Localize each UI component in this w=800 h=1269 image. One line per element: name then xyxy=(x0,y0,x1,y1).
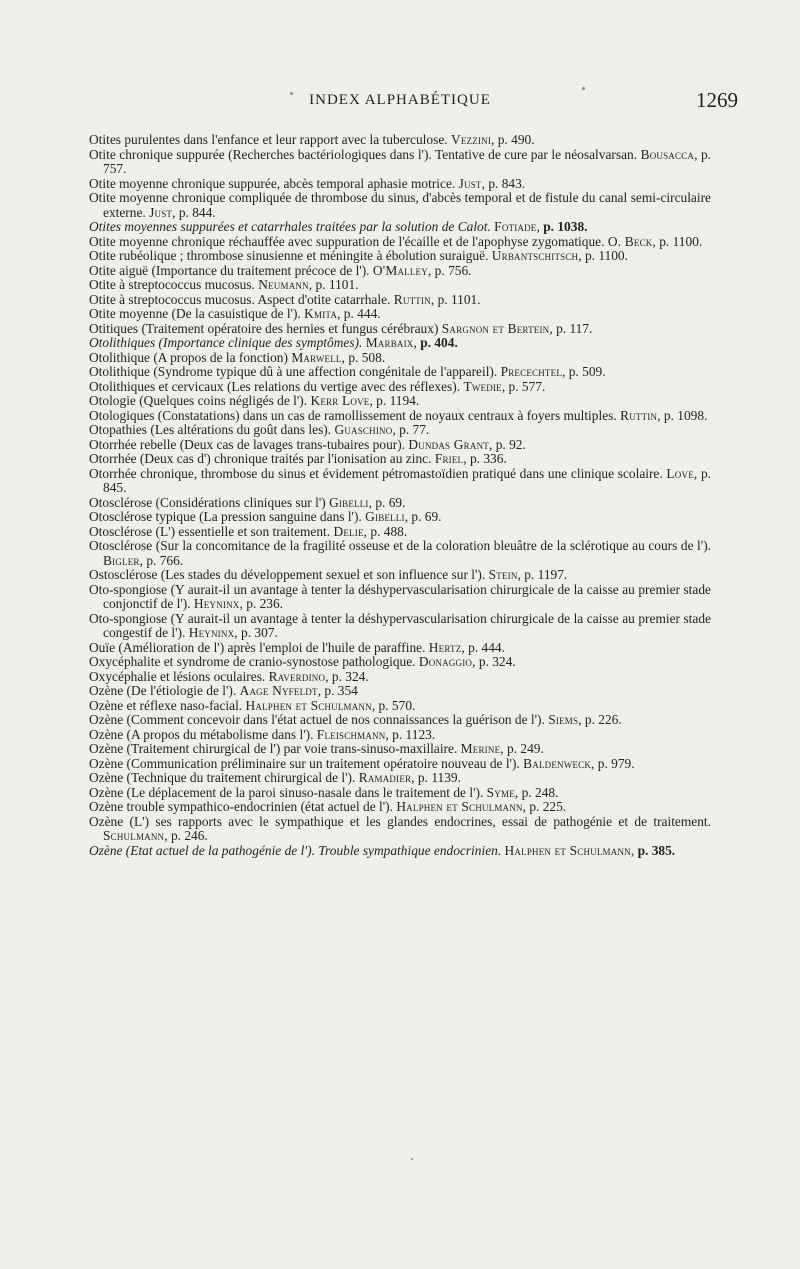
entry-subject: Ouïe (Amélioration de l') après l'emploi de l'huile de paraffine. xyxy=(89,639,426,655)
entry-author: O'Malley xyxy=(372,262,428,278)
entry-author: Neumann xyxy=(258,277,309,292)
entry-subject: Otite moyenne chronique compliquée de thrombose du sinus, d'abcès temporal et de fistule du canal semi-circulaire externe. xyxy=(89,190,711,220)
entry-page-ref: p. 1100. xyxy=(584,248,628,263)
entry-subject: Otologiques (Constatations) dans un cas de ramollissement de noyaux centraux à foyers multiples. xyxy=(89,407,617,423)
entry-author: Ruttin xyxy=(620,407,658,423)
index-entry: Otite rubéolique ; thrombose sinusienne et méningite à ébolution suraiguë. Urbantschitsch, p. 1100. xyxy=(89,248,628,263)
entry-author: Gibelli xyxy=(365,509,405,524)
entry-subject: Otolithique (A propos de la fonction) xyxy=(89,349,288,365)
index-entry: Otosclérose (Considérations cliniques sur l') Gibelli, p. 69. xyxy=(89,494,406,510)
index-entry: Oto-spongiose (Y aurait-il un avantage à tenter la déshypervascularisation chirurgicale de la caisse au premier stade congestif de l'). Heyninx, p. 307. xyxy=(89,610,711,640)
entry-author: Bousacca xyxy=(640,146,695,162)
entry-subject: Otorrhée (Deux cas d') chronique traités par l'ionisation au zinc. xyxy=(89,451,432,466)
entry-page-ref: p. 236. xyxy=(246,596,284,611)
entry-page-ref: p. 509. xyxy=(568,364,606,379)
entry-subject: Otite à streptococcus mucosus. Aspect d'otite catarrhale. xyxy=(89,291,391,307)
entry-subject: Ozène (Etat actuel de la pathogénie de l'). Trouble sympathique endocrinien. xyxy=(89,842,502,858)
entry-page-ref: p. 1100. xyxy=(659,233,703,249)
entry-subject: Ozène (Technique du traitement chirurgical de l'). xyxy=(89,770,356,785)
entry-subject: Oto-spongiose (Y aurait-il un avantage à tenter la déshypervascularisation chirurgicale de la caisse au premier stade conjonctif de l'). xyxy=(89,581,711,611)
entry-page-ref: p. 979. xyxy=(597,755,635,771)
index-entry: Ozène (Technique du traitement chirurgical de l'). Ramadier, p. 1139. xyxy=(89,770,461,785)
index-entry: Ozène (L') ses rapports avec le sympathique et les glandes endocrines, essai de pathogénie et de traitement. Schulmann, p. 246. xyxy=(89,813,711,843)
entry-author: Schulmann xyxy=(103,828,165,843)
entry-page-ref: p. 324. xyxy=(331,668,369,684)
entry-author: O. Beck xyxy=(607,233,653,249)
entry-page-ref: p. 508. xyxy=(348,349,386,365)
entry-subject: Oxycéphalie et lésions oculaires. xyxy=(89,668,266,684)
index-entry: Ouïe (Amélioration de l') après l'emploi de l'huile de paraffine. Hertz, p. 444. xyxy=(89,639,505,655)
entry-author: Siems xyxy=(548,712,579,727)
entry-page-ref: p. 843. xyxy=(488,175,526,191)
entry-author: Urbantschitsch xyxy=(491,248,579,263)
entry-author: Baldenweck xyxy=(523,755,592,771)
index-entry: Oxycéphalite et syndrome de cranio-synostose pathologique. Donaggio, p. 324. xyxy=(89,654,516,669)
entry-subject: Ozène trouble sympathico-endocrinien (état actuel de l'). xyxy=(89,799,393,814)
index-entry: Ozène (Le déplacement de la paroi sinuso-nasale dans le traitement de l'). Syme, p. 248. xyxy=(89,784,559,800)
entry-page-ref: p. 225. xyxy=(529,799,567,814)
entry-page-ref: p. 766. xyxy=(146,552,184,568)
entry-author: Vezzini xyxy=(450,132,492,147)
entry-author: Stein xyxy=(488,567,518,582)
entry-page-ref: p. 77. xyxy=(399,422,430,437)
entry-subject: Otolithique (Syndrome typique dû à une affection congénitale de l'appareil). xyxy=(89,364,498,379)
index-entry: Otite moyenne (De la casuistique de l'). Kmita, p. 444. xyxy=(89,306,381,321)
entry-author: Halphen et Schulmann xyxy=(504,842,631,858)
entry-page-ref: p. 1038. xyxy=(543,219,588,234)
entry-page-ref: p. 444. xyxy=(468,639,505,655)
entry-subject: Ozène (L') ses rapports avec le sympathique et les glandes endocrines, essai de pathogénie et de traitement. xyxy=(89,813,711,829)
index-entry: Otolithiques (Importance clinique des symptômes). Marbaix, p. 404. xyxy=(89,335,458,350)
entry-author: Syme xyxy=(486,784,515,800)
entry-author: Kerr Love xyxy=(310,393,370,408)
entry-subject: Otosclérose (L') essentielle et son traitement. xyxy=(89,523,331,539)
index-entry: Ozène (A propos du métabolisme dans l'). Fleischmann, p. 1123. xyxy=(89,726,436,742)
entry-author: Heyninx xyxy=(193,596,240,611)
entry-page-ref: p. 226. xyxy=(584,712,622,727)
index-entry: Otite chronique suppurée (Recherches bactériologiques dans l'). Tentative de cure par le néosalvarsan. Bousacca, p. 757. xyxy=(89,146,711,176)
index-entry: Oto-spongiose (Y aurait-il un avantage à tenter la déshypervascularisation chirurgicale de la caisse au premier stade conjonctif de l'). Heyninx, p. 236. xyxy=(89,581,711,611)
entry-author: Ruttin xyxy=(393,291,431,307)
entry-page-ref: p. 117. xyxy=(556,320,593,336)
index-entry: Otosclérose (Sur la concomitance de la fragilité osseuse et de la coloration bleuâtre de la sclérotique au cours de l'). Bigler, p. 766. xyxy=(89,538,711,568)
entry-page-ref: p. 1197. xyxy=(524,567,568,582)
entry-subject: Ozène (Le déplacement de la paroi sinuso-nasale dans le traitement de l'). xyxy=(89,784,484,800)
entry-page-ref: p. 92. xyxy=(495,436,526,452)
entry-subject: Ozène (De l'étiologie de l'). xyxy=(89,683,237,698)
entry-page-ref: p. 324. xyxy=(478,654,516,669)
entry-page-ref: p. 757. xyxy=(103,146,711,176)
entry-subject: Otopathies (Les altérations du goût dans les). xyxy=(89,422,332,437)
index-entry: Ozène et réflexe naso-facial. Halphen et Schulmann, p. 570. xyxy=(89,697,416,713)
entry-author: Guaschino xyxy=(334,422,393,437)
entry-subject: Ozène (Comment concevoir dans l'état actuel de nos connaissances la guérison de l'). xyxy=(89,712,545,727)
index-entry: Otologiques (Constatations) dans un cas de ramollissement de noyaux centraux à foyers multiples. Ruttin, p. 1098. xyxy=(89,407,708,423)
entry-subject: Ozène (Traitement chirurgical de l') par voie trans-sinuso-maxillaire. xyxy=(89,741,458,756)
entry-subject: Oxycéphalite et syndrome de cranio-synostose pathologique. xyxy=(89,654,416,669)
index-entry: Otite à streptococcus mucosus. Neumann, p. 1101. xyxy=(89,277,359,292)
page-number: 1269 xyxy=(696,88,738,112)
entry-subject: Otorrhée rebelle (Deux cas de lavages trans-tubaires pour). xyxy=(89,436,406,452)
entry-page-ref: p. 490. xyxy=(497,132,535,147)
index-entry: Ozène trouble sympathico-endocrinien (état actuel de l'). Halphen et Schulmann, p. 225. xyxy=(89,799,567,814)
index-entry-list xyxy=(89,133,711,858)
entry-subject: Oto-spongiose (Y aurait-il un avantage à tenter la déshypervascularisation chirurgicale de la caisse au premier stade congestif de l'). xyxy=(89,610,711,640)
entry-author: Merine xyxy=(460,741,501,756)
entry-author: Fotiade xyxy=(494,219,537,234)
index-entry: Otite à streptococcus mucosus. Aspect d'otite catarrhale. Ruttin, p. 1101. xyxy=(89,291,481,307)
entry-page-ref: p. 845. xyxy=(103,465,711,495)
entry-subject: Otite moyenne (De la casuistique de l'). xyxy=(89,306,301,321)
entry-subject: Otitiques (Traitement opératoire des hernies et fungus cérébraux) xyxy=(89,320,439,336)
entry-author: Precechtel xyxy=(500,364,563,379)
entry-subject: Otite aiguë (Importance du traitement précoce de l'). xyxy=(89,262,370,278)
paper-speck xyxy=(582,87,585,90)
entry-author: Delie xyxy=(333,523,364,539)
entry-page-ref: p. 1123. xyxy=(392,726,436,742)
entry-page-ref: p. 249. xyxy=(506,741,544,756)
index-entry: Otite moyenne chronique compliquée de thrombose du sinus, d'abcès temporal et de fistule du canal semi-circulaire externe. Just, p. 844. xyxy=(89,190,711,220)
entry-subject: Otite moyenne chronique suppurée, abcès temporal aphasie motrice. xyxy=(89,175,456,191)
entry-author: Twedie xyxy=(463,378,502,394)
entry-author: Fleischmann xyxy=(316,726,386,742)
entry-page-ref: p. 354 xyxy=(324,683,358,698)
entry-author: Gibelli xyxy=(329,494,369,510)
index-entry: Ozène (Etat actuel de la pathogénie de l'). Trouble sympathique endocrinien. Halphen et Schulmann, p. 385. xyxy=(89,842,676,858)
entry-page-ref: p. 404. xyxy=(420,335,458,350)
entry-author: Ramadier xyxy=(358,770,412,785)
entry-author: Heyninx xyxy=(188,625,235,640)
entry-subject: Otologie (Quelques coins négligés de l'). xyxy=(89,393,308,408)
entry-page-ref: p. 444. xyxy=(343,306,381,321)
entry-subject: Otosclérose typique (La pression sanguine dans l'). xyxy=(89,509,362,524)
entry-author: Hertz xyxy=(428,639,462,655)
index-entry: Otosclérose (L') essentielle et son traitement. Delie, p. 488. xyxy=(89,523,408,539)
paper-speck xyxy=(290,92,293,95)
entry-page-ref: p. 248. xyxy=(521,784,559,800)
index-entry: Otorrhée rebelle (Deux cas de lavages trans-tubaires pour). Dundas Grant, p. 92. xyxy=(89,436,526,452)
index-entry: Otologie (Quelques coins négligés de l'). Kerr Love, p. 1194. xyxy=(89,393,420,408)
index-entry: Ozène (Communication préliminaire sur un traitement opératoire nouveau de l'). Baldenweck, p. 979. xyxy=(89,755,635,771)
index-entry: Otopathies (Les altérations du goût dans les). Guaschino, p. 77. xyxy=(89,422,430,437)
entry-subject: Otolithiques (Importance clinique des symptômes). xyxy=(89,335,363,350)
entry-author: Friel xyxy=(434,451,464,466)
entry-page-ref: p. 385. xyxy=(637,842,676,858)
entry-subject: Ozène (Communication préliminaire sur un traitement opératoire nouveau de l'). xyxy=(89,755,520,771)
entry-page-ref: p. 1101. xyxy=(315,277,359,292)
entry-page-ref: p. 1101. xyxy=(437,291,481,307)
entry-author: Marbaix xyxy=(365,335,414,350)
entry-subject: Otorrhée chronique, thrombose du sinus et évidement pétromastoïdien pratiqué dans une clinique scolaire. xyxy=(89,465,663,481)
entry-page-ref: p. 1194. xyxy=(376,393,420,408)
entry-subject: Otolithiques et cervicaux (Les relations du vertige avec des réflexes). xyxy=(89,378,461,394)
entry-author: Aage Nyfeldt xyxy=(239,683,318,698)
entry-page-ref: p. 1139. xyxy=(417,770,461,785)
paper-speck xyxy=(411,1158,413,1160)
index-entry: Otolithiques et cervicaux (Les relations du vertige avec des réflexes). Twedie, p. 577. xyxy=(89,378,546,394)
index-entry: Ozène (De l'étiologie de l'). Aage Nyfeldt, p. 354 xyxy=(89,683,358,698)
entry-page-ref: p. 246. xyxy=(170,828,208,843)
index-entry: Ozène (Comment concevoir dans l'état actuel de nos connaissances la guérison de l'). Siems, p. 226. xyxy=(89,712,622,727)
entry-author: Halphen et Schulmann xyxy=(396,799,523,814)
entry-page-ref: p. 570. xyxy=(378,697,416,713)
entry-subject: Otites purulentes dans l'enfance et leur rapport avec la tuberculose. xyxy=(89,132,448,147)
entry-author: Dundas Grant xyxy=(408,436,489,452)
entry-author: Raverdino xyxy=(268,668,326,684)
entry-subject: Otosclérose (Considérations cliniques sur l') xyxy=(89,494,326,510)
entry-subject: Otite chronique suppurée (Recherches bactériologiques dans l'). Tentative de cure par le néosalvarsan. xyxy=(89,146,638,162)
entry-author: Love xyxy=(666,465,694,481)
running-header xyxy=(0,88,800,118)
entry-author: Just xyxy=(149,204,173,220)
entry-subject: Otite rubéolique ; thrombose sinusienne et méningite à ébolution suraiguë. xyxy=(89,248,489,263)
page-title: INDEX ALPHABÉTIQUE xyxy=(309,92,491,108)
index-entry: Otite aiguë (Importance du traitement précoce de l'). O'Malley, p. 756. xyxy=(89,262,472,278)
entry-subject: Otite à streptococcus mucosus. xyxy=(89,277,255,292)
entry-author: Bigler xyxy=(103,552,140,568)
entry-author: Just xyxy=(458,175,482,191)
index-entry: Otite moyenne chronique réchauffée avec suppuration de l'écaille et de l'apophyse zygomatique. O. Beck, p. 1100. xyxy=(89,233,703,249)
index-entry: Otitiques (Traitement opératoire des hernies et fungus cérébraux) Sargnon et Bertein, p. 117. xyxy=(89,320,593,336)
entry-page-ref: p. 69. xyxy=(411,509,442,524)
entry-subject: Ostosclérose (Les stades du développement sexuel et son influence sur l'). xyxy=(89,567,486,582)
entry-subject: Ozène (A propos du métabolisme dans l'). xyxy=(89,726,314,742)
entry-subject: Otite moyenne chronique réchauffée avec suppuration de l'écaille et de l'apophyse zygomatique. xyxy=(89,233,605,249)
entry-subject: Otites moyennes suppurées et catarrhales traitées par la solution de Calot. xyxy=(89,219,491,234)
index-entry: Otolithique (A propos de la fonction) Marwell, p. 508. xyxy=(89,349,386,365)
entry-author: Kmita xyxy=(304,306,338,321)
entry-page-ref: p. 577. xyxy=(508,378,546,394)
index-entry: Otorrhée chronique, thrombose du sinus et évidement pétromastoïdien pratiqué dans une clinique scolaire. Love, p. 845. xyxy=(89,465,711,495)
index-entry: Otite moyenne chronique suppurée, abcès temporal aphasie motrice. Just, p. 843. xyxy=(89,175,526,191)
index-entry: Ozène (Traitement chirurgical de l') par voie trans-sinuso-maxillaire. Merine, p. 249. xyxy=(89,741,544,756)
entry-page-ref: p. 488. xyxy=(370,523,408,539)
index-entry: Otorrhée (Deux cas d') chronique traités par l'ionisation au zinc. Friel, p. 336. xyxy=(89,451,507,466)
entry-page-ref: p. 756. xyxy=(434,262,472,278)
entry-subject: Otosclérose (Sur la concomitance de la fragilité osseuse et de la coloration bleuâtre de la sclérotique au cours de l'). xyxy=(89,538,711,553)
index-entry: Otosclérose typique (La pression sanguine dans l'). Gibelli, p. 69. xyxy=(89,509,442,524)
entry-page-ref: p. 844. xyxy=(178,204,216,220)
entry-page-ref: p. 69. xyxy=(375,494,406,510)
entry-author: Halphen et Schulmann xyxy=(245,697,372,713)
entry-page-ref: p. 1098. xyxy=(663,407,708,423)
index-entry: Oxycéphalie et lésions oculaires. Raverdino, p. 324. xyxy=(89,668,369,684)
index-entry: Otites purulentes dans l'enfance et leur rapport avec la tuberculose. Vezzini, p. 490. xyxy=(89,132,535,147)
entry-author: Donaggio xyxy=(418,654,473,669)
entry-subject: Ozène et réflexe naso-facial. xyxy=(89,697,243,713)
index-entry: Ostosclérose (Les stades du développement sexuel et son influence sur l'). Stein, p. 1197. xyxy=(89,567,568,582)
entry-page-ref: p. 307. xyxy=(241,625,278,640)
index-entry: Otites moyennes suppurées et catarrhales traitées par la solution de Calot. Fotiade, p. 1038. xyxy=(89,219,588,234)
entry-author: Marwell xyxy=(291,349,342,365)
entry-page-ref: p. 336. xyxy=(469,451,507,466)
index-entry: Otolithique (Syndrome typique dû à une affection congénitale de l'appareil). Precechtel, p. 509. xyxy=(89,364,606,379)
entry-author: Sargnon et Bertein xyxy=(441,320,550,336)
